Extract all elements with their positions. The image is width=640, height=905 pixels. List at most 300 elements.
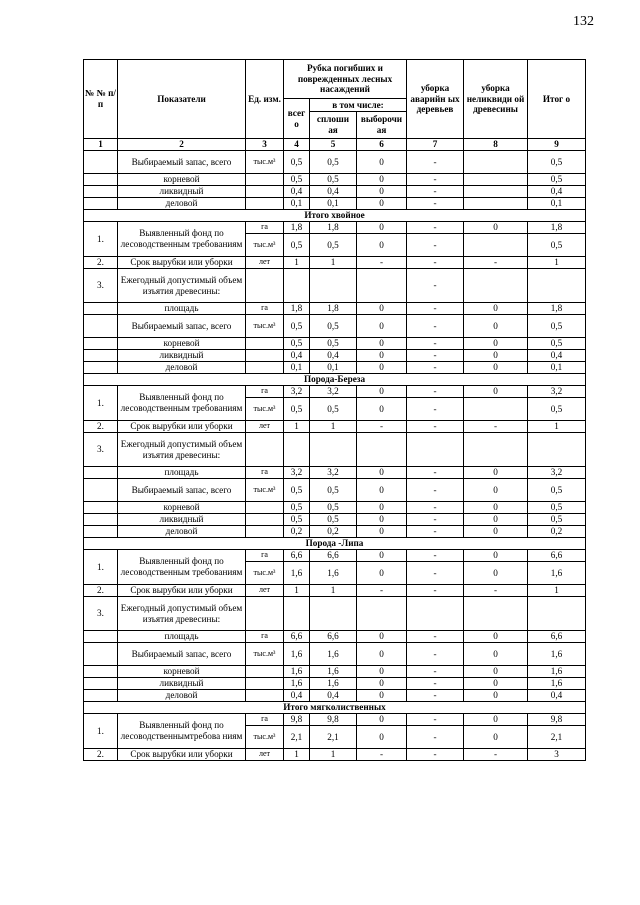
value-cell: 0 <box>357 350 407 362</box>
value-cell <box>357 269 407 303</box>
value-cell: - <box>407 678 464 690</box>
value-cell: - <box>407 690 464 702</box>
value-cell: 0,5 <box>528 234 586 257</box>
value-cell: - <box>357 749 407 761</box>
row-num <box>84 362 118 374</box>
value-cell: - <box>407 338 464 350</box>
value-cell: 0,4 <box>528 186 586 198</box>
value-cell: 0,4 <box>310 186 357 198</box>
value-cell: - <box>407 562 464 585</box>
value-cell: 0 <box>464 643 528 666</box>
value-cell: 0 <box>464 303 528 315</box>
value-cell: 0,5 <box>528 151 586 174</box>
table-row <box>84 257 586 269</box>
value-cell: - <box>407 386 464 398</box>
value-cell: 0,4 <box>528 350 586 362</box>
row-unit: га <box>246 714 284 726</box>
row-indicator: ликвидный <box>118 350 246 362</box>
value-cell: - <box>407 398 464 421</box>
table-row <box>84 269 586 303</box>
row-unit <box>246 433 284 467</box>
value-cell <box>310 269 357 303</box>
value-cell: 0,4 <box>310 690 357 702</box>
value-cell: 0,5 <box>284 514 310 526</box>
table-row <box>84 690 586 702</box>
value-cell: 0,5 <box>284 398 310 421</box>
value-cell: 0 <box>357 690 407 702</box>
row-indicator: корневой <box>118 174 246 186</box>
table-row <box>84 350 586 362</box>
row-num <box>84 315 118 338</box>
row-num <box>84 514 118 526</box>
value-cell: 1 <box>310 257 357 269</box>
value-cell: - <box>407 726 464 749</box>
value-cell: 0 <box>464 562 528 585</box>
value-cell: 3,2 <box>310 467 357 479</box>
value-cell: - <box>407 749 464 761</box>
table-row <box>84 386 586 398</box>
value-cell: 1,6 <box>310 562 357 585</box>
value-cell: - <box>464 257 528 269</box>
value-cell: 0 <box>357 186 407 198</box>
value-cell: 1 <box>528 421 586 433</box>
table-body <box>84 151 586 761</box>
row-num <box>84 303 118 315</box>
header-total: всег о <box>284 99 310 139</box>
row-num: 3. <box>84 597 118 631</box>
value-cell: 6,6 <box>310 550 357 562</box>
value-cell: - <box>407 502 464 514</box>
value-cell: 9,8 <box>528 714 586 726</box>
row-indicator: Выбираемый запас, всего <box>118 479 246 502</box>
row-unit: тыс.м³ <box>246 726 284 749</box>
value-cell: 2,1 <box>284 726 310 749</box>
value-cell: 0 <box>357 315 407 338</box>
value-cell <box>284 269 310 303</box>
value-cell: - <box>407 585 464 597</box>
column-number-7: 7 <box>407 139 464 151</box>
value-cell: 0,5 <box>528 174 586 186</box>
row-indicator: корневой <box>118 338 246 350</box>
row-indicator: деловой <box>118 198 246 210</box>
row-unit: га <box>246 550 284 562</box>
value-cell: 0,1 <box>310 362 357 374</box>
value-cell: 0 <box>357 198 407 210</box>
header-indicators: Показатели <box>118 60 246 139</box>
value-cell: 3,2 <box>528 467 586 479</box>
section-title: Итого хвойное <box>84 210 586 222</box>
column-number-8: 8 <box>464 139 528 151</box>
row-indicator: Срок вырубки или уборки <box>118 257 246 269</box>
value-cell: 1,6 <box>528 678 586 690</box>
row-indicator: Ежегодный допустимый объем изъятия древесины: <box>118 269 246 303</box>
table-row <box>84 151 586 174</box>
value-cell: - <box>407 550 464 562</box>
header-felling-group: Рубка погибших и поврежденных лесных насаждений <box>284 60 407 99</box>
value-cell: 0 <box>357 502 407 514</box>
row-unit: тыс.м³ <box>246 234 284 257</box>
value-cell: 0,5 <box>528 338 586 350</box>
table-row <box>84 550 586 562</box>
table-row <box>84 315 586 338</box>
value-cell: 6,6 <box>284 550 310 562</box>
value-cell: 0 <box>357 234 407 257</box>
row-num: 1. <box>84 222 118 257</box>
value-cell: 1,6 <box>284 562 310 585</box>
value-cell: - <box>464 749 528 761</box>
value-cell: 0,5 <box>528 398 586 421</box>
value-cell: 0,5 <box>310 151 357 174</box>
row-num: 2. <box>84 421 118 433</box>
column-number-3: 3 <box>246 139 284 151</box>
value-cell: 1,8 <box>284 303 310 315</box>
row-unit <box>246 666 284 678</box>
row-unit <box>246 678 284 690</box>
table-row <box>84 678 586 690</box>
value-cell: - <box>407 186 464 198</box>
value-cell: 1,6 <box>310 678 357 690</box>
value-cell: 0 <box>464 315 528 338</box>
column-number-6: 6 <box>357 139 407 151</box>
row-indicator: Срок вырубки или уборки <box>118 421 246 433</box>
row-num <box>84 526 118 538</box>
value-cell: 0,1 <box>284 198 310 210</box>
row-unit <box>246 174 284 186</box>
value-cell: - <box>464 585 528 597</box>
row-num: 1. <box>84 386 118 421</box>
row-indicator: Ежегодный допустимый объем изъятия древесины: <box>118 433 246 467</box>
value-cell: 1 <box>310 585 357 597</box>
row-unit: лет <box>246 749 284 761</box>
table-row <box>84 643 586 666</box>
value-cell: - <box>357 421 407 433</box>
value-cell: 0,1 <box>284 362 310 374</box>
row-unit: тыс.м³ <box>246 151 284 174</box>
table-row <box>84 222 586 234</box>
value-cell <box>464 597 528 631</box>
table-row <box>84 433 586 467</box>
value-cell: 0,5 <box>528 315 586 338</box>
row-indicator: деловой <box>118 690 246 702</box>
forest-felling-table <box>83 59 586 761</box>
column-number-5: 5 <box>310 139 357 151</box>
table-row <box>84 303 586 315</box>
value-cell: 0 <box>464 514 528 526</box>
section-row <box>84 538 586 550</box>
value-cell: 0 <box>357 726 407 749</box>
value-cell: 0,2 <box>310 526 357 538</box>
value-cell: - <box>407 714 464 726</box>
row-num <box>84 631 118 643</box>
value-cell: - <box>407 174 464 186</box>
value-cell: 0,5 <box>310 234 357 257</box>
value-cell: 0 <box>464 479 528 502</box>
value-cell <box>464 186 528 198</box>
value-cell: 2,1 <box>528 726 586 749</box>
value-cell: 0,5 <box>310 479 357 502</box>
value-cell: - <box>407 467 464 479</box>
value-cell: - <box>407 151 464 174</box>
value-cell: 0 <box>357 479 407 502</box>
value-cell: - <box>407 666 464 678</box>
row-unit <box>246 198 284 210</box>
value-cell: 0,5 <box>284 338 310 350</box>
value-cell: 1,6 <box>528 643 586 666</box>
value-cell: 1 <box>528 585 586 597</box>
row-indicator: деловой <box>118 526 246 538</box>
header-emergency: уборка аварийн ых деревьев <box>407 60 464 139</box>
value-cell: - <box>357 257 407 269</box>
value-cell: 3,2 <box>310 386 357 398</box>
value-cell: 0 <box>464 386 528 398</box>
value-cell: 0,2 <box>528 526 586 538</box>
header-unit: Ед. изм. <box>246 60 284 139</box>
row-indicator: Выявленный фонд по лесоводственным требованиям <box>118 222 246 257</box>
value-cell: - <box>407 222 464 234</box>
value-cell: - <box>407 631 464 643</box>
row-num <box>84 338 118 350</box>
value-cell: 0 <box>464 690 528 702</box>
row-unit: га <box>246 222 284 234</box>
row-indicator: Срок вырубки или уборки <box>118 749 246 761</box>
value-cell: 0 <box>357 562 407 585</box>
value-cell: - <box>407 514 464 526</box>
row-unit: тыс.м³ <box>246 562 284 585</box>
column-number-2: 2 <box>118 139 246 151</box>
section-row <box>84 374 586 386</box>
row-unit <box>246 502 284 514</box>
row-unit <box>246 514 284 526</box>
row-unit: лет <box>246 421 284 433</box>
value-cell: 0,5 <box>284 315 310 338</box>
value-cell: 0,4 <box>284 350 310 362</box>
value-cell: 0 <box>357 550 407 562</box>
value-cell: 0,5 <box>284 479 310 502</box>
section-row <box>84 702 586 714</box>
value-cell: 6,6 <box>528 550 586 562</box>
value-cell: 0 <box>464 350 528 362</box>
value-cell: 1,6 <box>284 666 310 678</box>
value-cell: 0 <box>357 174 407 186</box>
value-cell: 0 <box>357 526 407 538</box>
value-cell: 1 <box>284 421 310 433</box>
row-num <box>84 678 118 690</box>
row-unit: тыс.м³ <box>246 315 284 338</box>
value-cell: 3,2 <box>528 386 586 398</box>
header-num: № № п/п <box>84 60 118 139</box>
value-cell <box>464 269 528 303</box>
value-cell: 1 <box>310 749 357 761</box>
value-cell: 6,6 <box>284 631 310 643</box>
value-cell: 1 <box>284 749 310 761</box>
value-cell: 1,8 <box>528 222 586 234</box>
value-cell <box>464 151 528 174</box>
value-cell: 0 <box>357 467 407 479</box>
value-cell: 9,8 <box>284 714 310 726</box>
section-title: Порода -Липа <box>84 538 586 550</box>
row-indicator: корневой <box>118 502 246 514</box>
value-cell: 1,6 <box>310 643 357 666</box>
value-cell <box>464 398 528 421</box>
value-cell: 0 <box>357 386 407 398</box>
row-unit: тыс.м³ <box>246 479 284 502</box>
row-indicator: ликвидный <box>118 186 246 198</box>
value-cell: 0,5 <box>284 234 310 257</box>
value-cell: 0 <box>464 467 528 479</box>
table-row <box>84 198 586 210</box>
value-cell: 0,1 <box>528 198 586 210</box>
value-cell: 0 <box>357 362 407 374</box>
value-cell: 0 <box>357 643 407 666</box>
value-cell: 0 <box>464 362 528 374</box>
value-cell: - <box>407 362 464 374</box>
value-cell: - <box>407 479 464 502</box>
page-number: 132 <box>573 14 594 29</box>
section-title: Итого мягколиственных <box>84 702 586 714</box>
value-cell <box>464 174 528 186</box>
value-cell: 0 <box>357 678 407 690</box>
value-cell: 1 <box>284 585 310 597</box>
row-num <box>84 350 118 362</box>
row-indicator: Выбираемый запас, всего <box>118 315 246 338</box>
value-cell: 0,4 <box>528 690 586 702</box>
value-cell <box>357 597 407 631</box>
value-cell: 0,5 <box>310 398 357 421</box>
value-cell: 0,1 <box>528 362 586 374</box>
value-cell: 1,6 <box>528 666 586 678</box>
value-cell: 0,5 <box>284 174 310 186</box>
table-row <box>84 585 586 597</box>
header-selective: выборочи ая <box>357 112 407 139</box>
value-cell: 1,8 <box>284 222 310 234</box>
row-unit: тыс.м³ <box>246 643 284 666</box>
header-incl: в том числе: <box>310 99 407 112</box>
value-cell: 0 <box>357 514 407 526</box>
value-cell: 1,8 <box>310 303 357 315</box>
table-row <box>84 467 586 479</box>
table-row <box>84 631 586 643</box>
value-cell: 0 <box>464 502 528 514</box>
table-row <box>84 666 586 678</box>
row-num: 2. <box>84 257 118 269</box>
value-cell: 0 <box>464 678 528 690</box>
value-cell <box>357 433 407 467</box>
value-cell <box>310 433 357 467</box>
value-cell: - <box>407 269 464 303</box>
row-unit: тыс.м³ <box>246 398 284 421</box>
row-num <box>84 174 118 186</box>
row-num: 2. <box>84 749 118 761</box>
value-cell: 0,5 <box>310 338 357 350</box>
value-cell: - <box>407 257 464 269</box>
value-cell: 0,4 <box>310 350 357 362</box>
value-cell: 0,4 <box>284 186 310 198</box>
value-cell: 0 <box>464 222 528 234</box>
row-indicator: Выявленный фонд по лесоводственным требованиям <box>118 550 246 585</box>
table-row <box>84 502 586 514</box>
row-unit: га <box>246 303 284 315</box>
row-indicator: площадь <box>118 631 246 643</box>
row-num <box>84 479 118 502</box>
row-num <box>84 666 118 678</box>
column-numbers-row <box>84 139 586 151</box>
value-cell: 1,6 <box>284 643 310 666</box>
value-cell <box>528 597 586 631</box>
value-cell: 0,5 <box>528 514 586 526</box>
value-cell: 0,5 <box>310 174 357 186</box>
value-cell: 0,5 <box>284 151 310 174</box>
value-cell <box>528 433 586 467</box>
row-num <box>84 643 118 666</box>
value-cell: 0 <box>357 666 407 678</box>
value-cell <box>284 597 310 631</box>
row-indicator: площадь <box>118 467 246 479</box>
row-unit <box>246 186 284 198</box>
column-number-1: 1 <box>84 139 118 151</box>
value-cell: 2,1 <box>310 726 357 749</box>
row-num: 3. <box>84 433 118 467</box>
value-cell: 1 <box>284 257 310 269</box>
column-number-9: 9 <box>528 139 586 151</box>
row-indicator: Выявленный фонд по лесоводственным требованиям <box>118 386 246 421</box>
row-unit: лет <box>246 585 284 597</box>
row-unit: га <box>246 631 284 643</box>
value-cell: 0 <box>464 714 528 726</box>
row-num <box>84 186 118 198</box>
row-indicator: Срок вырубки или уборки <box>118 585 246 597</box>
row-num: 1. <box>84 714 118 749</box>
row-unit <box>246 350 284 362</box>
value-cell <box>310 597 357 631</box>
row-unit: га <box>246 467 284 479</box>
value-cell <box>464 198 528 210</box>
row-indicator: Выбираемый запас, всего <box>118 643 246 666</box>
value-cell: 0 <box>357 222 407 234</box>
value-cell: 3 <box>528 749 586 761</box>
table-row <box>84 186 586 198</box>
value-cell: 0,5 <box>528 502 586 514</box>
value-cell: - <box>464 421 528 433</box>
value-cell: 6,6 <box>310 631 357 643</box>
row-unit: лет <box>246 257 284 269</box>
table-row <box>84 749 586 761</box>
section-row <box>84 210 586 222</box>
table-row <box>84 526 586 538</box>
value-cell <box>284 433 310 467</box>
value-cell: 0,5 <box>310 514 357 526</box>
header-result: Итог о <box>528 60 586 139</box>
row-indicator: Выявленный фонд по лесоводственнымтребова ниям <box>118 714 246 749</box>
value-cell: 3,2 <box>284 386 310 398</box>
value-cell: 0,5 <box>310 502 357 514</box>
value-cell: - <box>407 303 464 315</box>
table-row <box>84 514 586 526</box>
value-cell: 6,6 <box>528 631 586 643</box>
value-cell: 0,4 <box>284 690 310 702</box>
row-num: 2. <box>84 585 118 597</box>
value-cell: 0 <box>357 338 407 350</box>
row-unit <box>246 690 284 702</box>
row-indicator: площадь <box>118 303 246 315</box>
value-cell: 0 <box>464 526 528 538</box>
value-cell: 0,5 <box>310 315 357 338</box>
value-cell: 3,2 <box>284 467 310 479</box>
value-cell <box>528 269 586 303</box>
value-cell: - <box>407 421 464 433</box>
value-cell <box>407 433 464 467</box>
value-cell: - <box>407 315 464 338</box>
table-row <box>84 174 586 186</box>
